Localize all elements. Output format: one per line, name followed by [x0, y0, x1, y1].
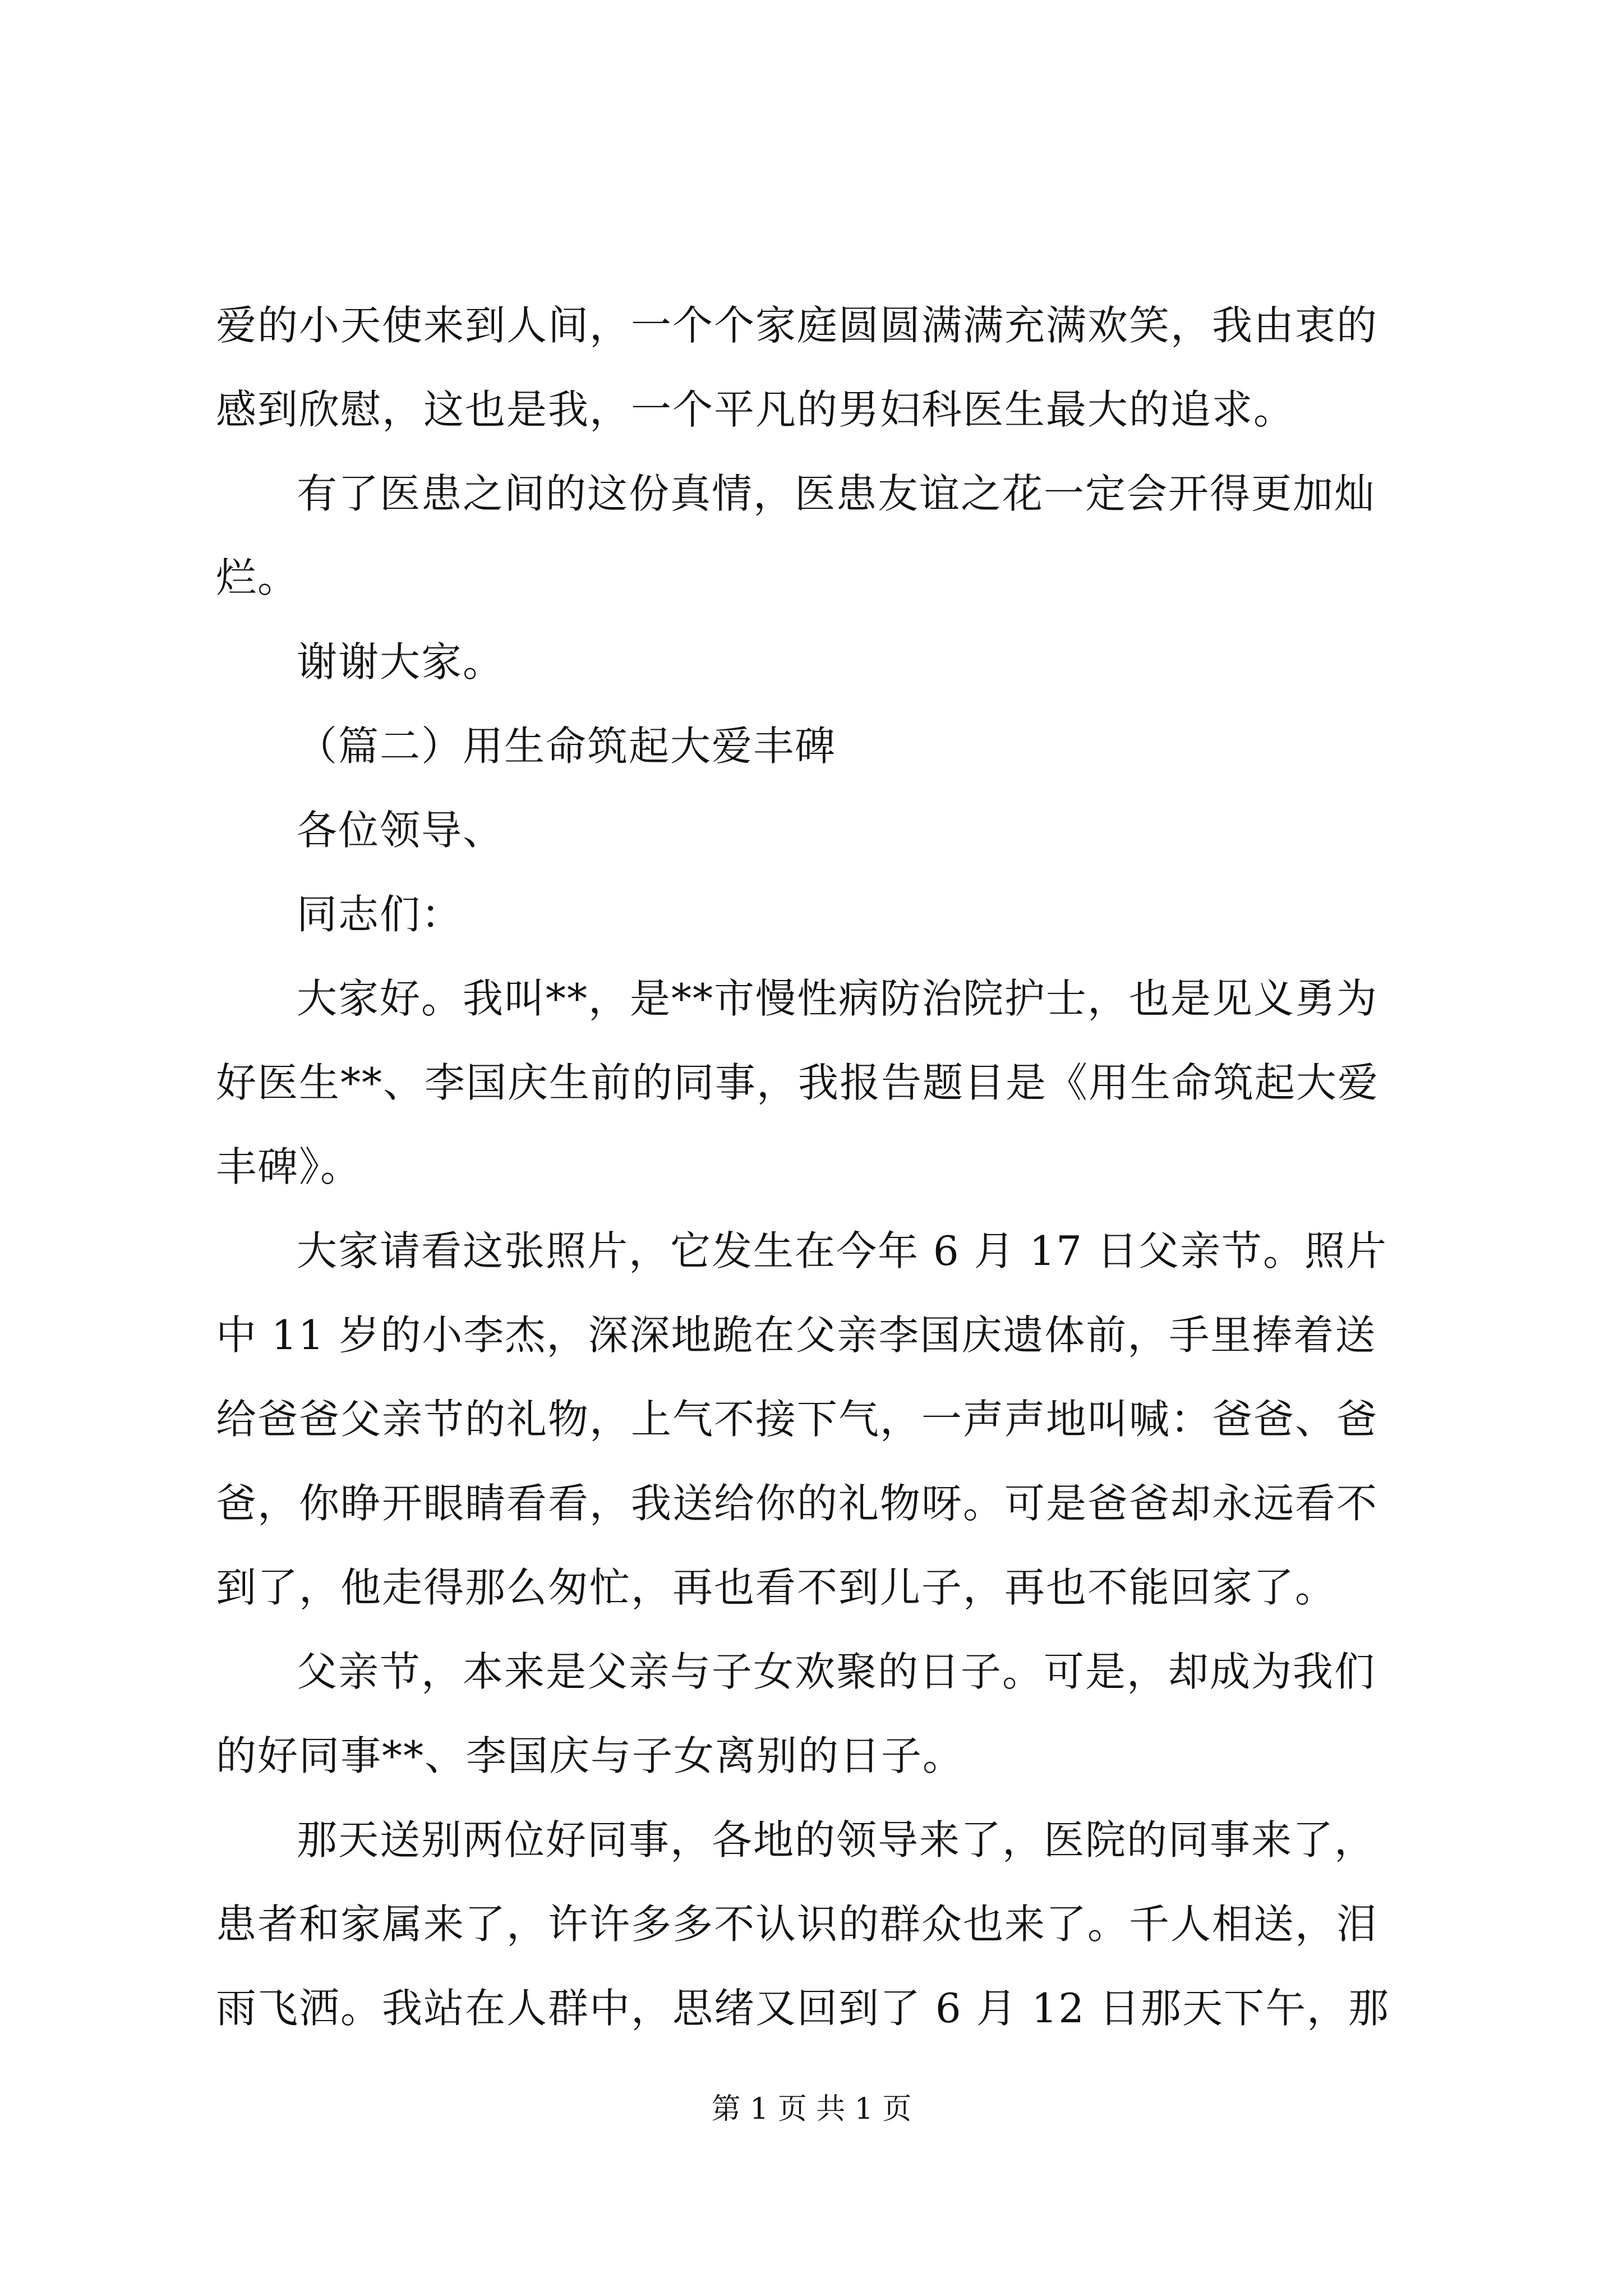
text-line: 到了，他走得那么匆忙，再也看不到儿子，再也不能回家了。: [216, 1564, 1337, 1611]
text-line: 烂。: [216, 554, 299, 601]
text-line: 丰碑》。: [216, 1143, 362, 1190]
text-line: 大家请看这张照片，它发生在今年 6 月 17 日父亲节。照片: [297, 1227, 1387, 1274]
text-line: 同志们：: [297, 891, 463, 938]
text-line: 有了医患之间的这份真情，医患友谊之花一定会开得更加灿: [297, 470, 1376, 517]
text-line: 雨飞洒。我站在人群中，思绪又回到了 6 月 12 日那天下午，那: [216, 1985, 1390, 2032]
text-line: 谢谢大家。: [297, 638, 505, 685]
text-line: 爱的小天使来到人间，一个个家庭圆圆满满充满欢笑，我由衷的: [216, 302, 1378, 349]
text-line: 爸，你睁开眼睛看看，我送给你的礼物呀。可是爸爸却永远看不: [216, 1480, 1378, 1527]
text-line: 中 11 岁的小李杰，深深地跪在父亲李国庆遗体前，手里捧着送: [216, 1312, 1377, 1359]
text-line: 好医生**、李国庆生前的同事，我报告题目是《用生命筑起大爱: [216, 1059, 1380, 1106]
text-line: 各位领导、: [297, 807, 505, 854]
text-line: 大家好。我叫**，是**市慢性病防治院护士，也是见义勇为: [297, 975, 1378, 1022]
text-line: 感到欣慰，这也是我，一个平凡的男妇科医生最大的追求。: [216, 386, 1295, 433]
text-line: 那天送别两位好同事，各地的领导来了，医院的同事来了，: [297, 1816, 1376, 1864]
page-number-footer: 第 1 页 共 1 页: [711, 2092, 912, 2126]
text-line: 父亲节，本来是父亲与子女欢聚的日子。可是，却成为我们: [297, 1648, 1376, 1695]
text-line: 患者和家属来了，许许多多不认识的群众也来了。千人相送，泪: [216, 1901, 1378, 1948]
text-line: 给爸爸父亲节的礼物，上气不接下气，一声声地叫喊：爸爸、爸: [216, 1396, 1378, 1443]
section-heading: （篇二）用生命筑起大爱丰碑: [297, 723, 837, 770]
text-line: 的好同事**、李国庆与子女离别的日子。: [216, 1732, 965, 1779]
